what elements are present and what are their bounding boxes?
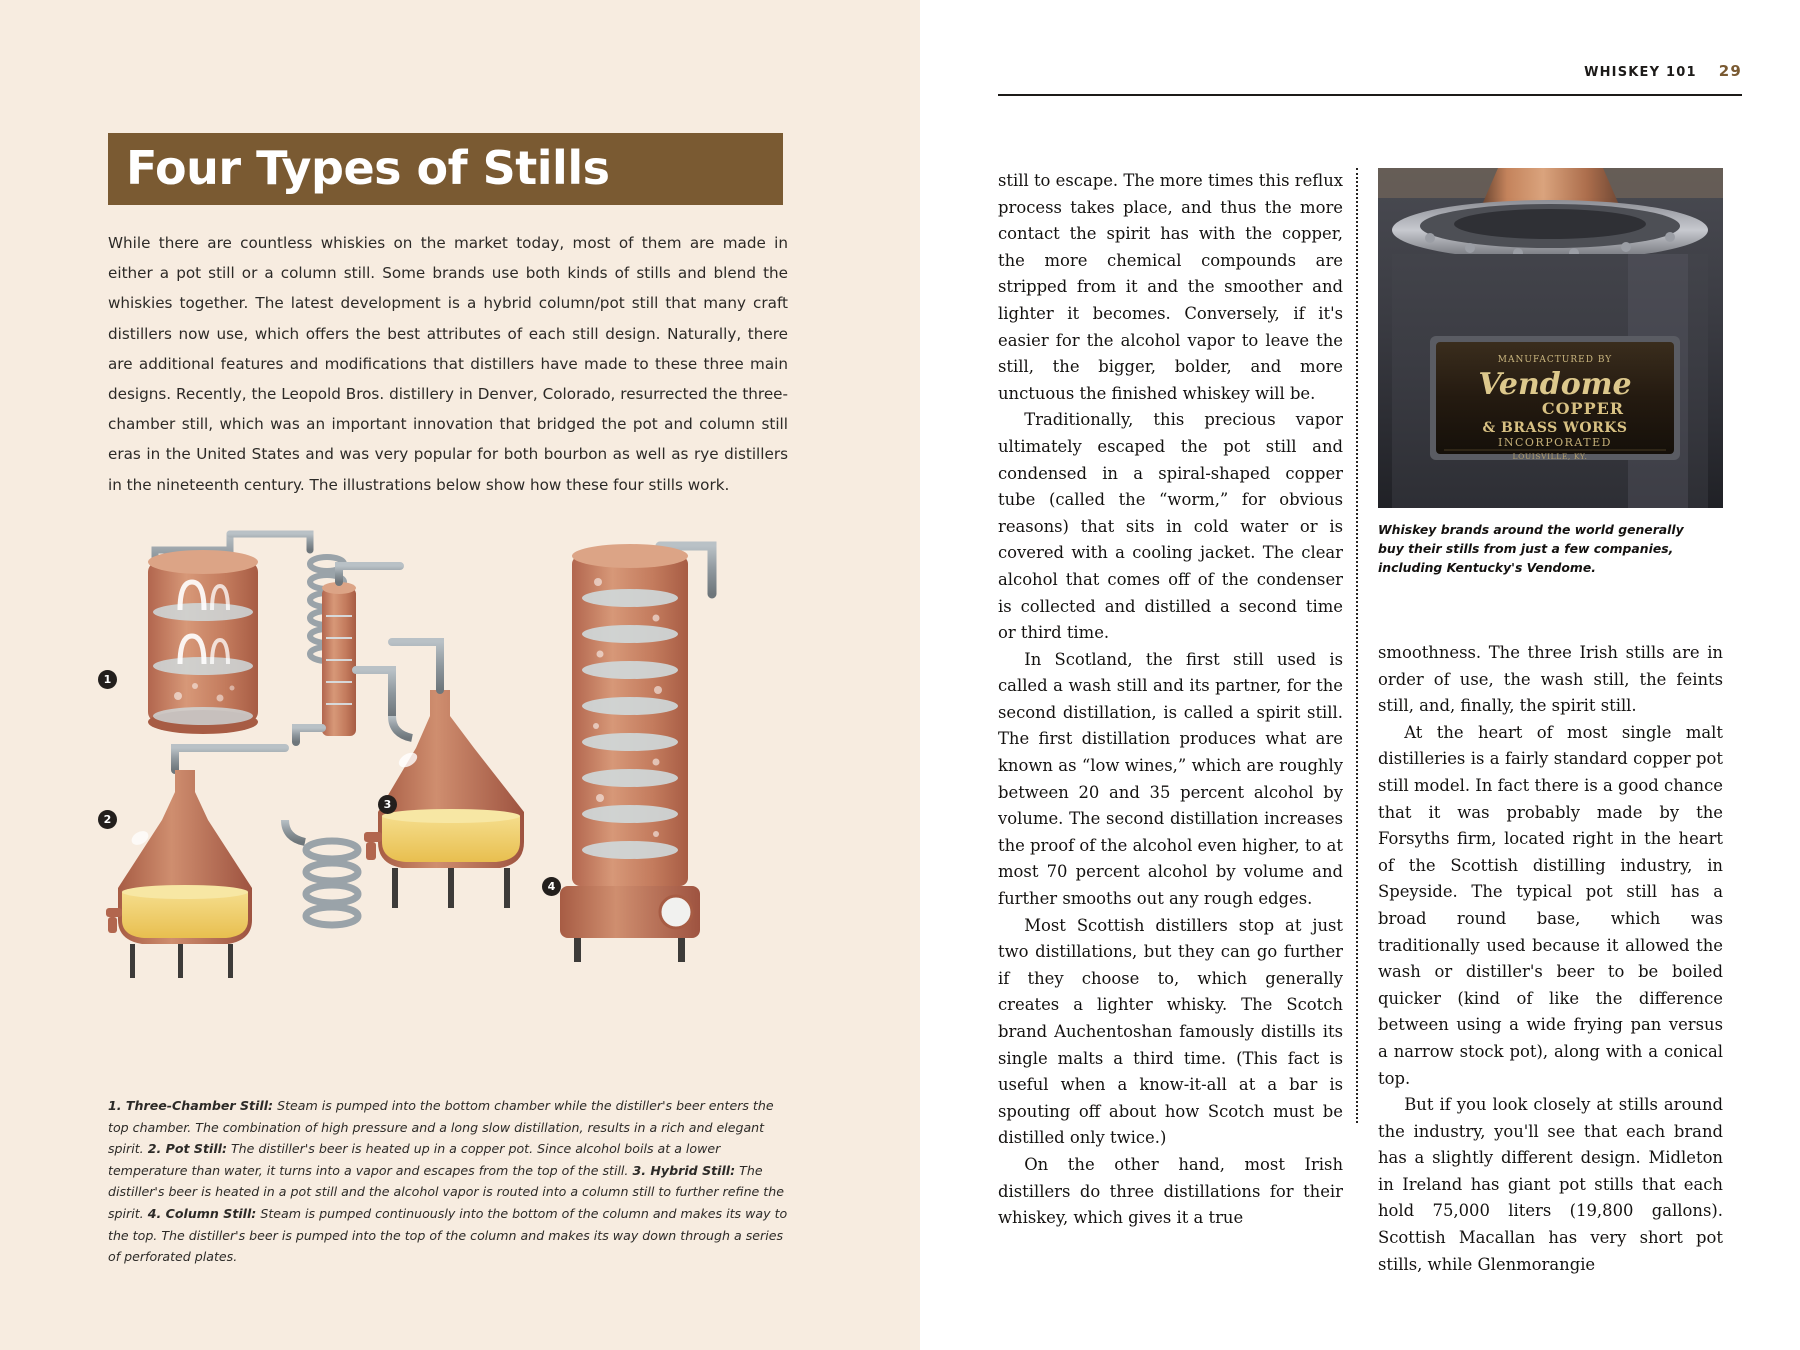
photo-caption: Whiskey brands around the world generally buy their stills from just a few companies, including Kentucky's Vendome. — [1378, 522, 1684, 575]
body-column-right — [1378, 640, 1723, 1278]
photo-block — [1378, 168, 1723, 577]
three-chamber-still — [120, 534, 344, 734]
svg-text:COPPER: COPPER — [1541, 399, 1625, 418]
photo-graphic — [1378, 168, 1723, 508]
caption-text-1: Steam is pumped into the bottom chamber while the distiller's beer enters the top chamber. The combination of high pressure and a long slow distillation, results in a rich and elegant spirit. — [108, 1098, 774, 1157]
figure-caption — [108, 1095, 788, 1268]
paragraph: Traditionally, this precious vapor ultimately escaped the pot still and condensed in a spiral-shaped copper tube (called the “worm,” for obvious reasons) that sits in cold water or is covered with a cooling jacket. The clear alcohol that comes off of the condenser is collected and distilled a second time or third time. — [998, 410, 1343, 643]
column-still — [534, 544, 752, 962]
still-photograph — [1378, 168, 1723, 508]
callout-1: 1 — [98, 670, 117, 689]
callout-4: 4 — [542, 877, 561, 896]
body-column-left — [998, 168, 1343, 1232]
paragraph: But if you look closely at stills around the industry, you'll see that each brand has a slightly different design. Midleton in Ireland has giant pot stills that each hold 75,000 liters (19,800 gallons). Scottish Macallan has very short pot stills, while Glenmorangie — [1378, 1095, 1723, 1274]
paragraph: On the other hand, most Irish distillers do three distillations for their whiskey, which gives it a true — [998, 1154, 1343, 1228]
running-head — [1584, 62, 1742, 80]
svg-text:& BRASS WORKS: & BRASS WORKS — [1482, 420, 1628, 436]
paragraph: In Scotland, the first still used is called a wash still and its partner, for the second distillation, is called a spirit still. The first distillation produces what are known as “low wines,” which are roughly between 20 and 35 percent alcohol by volume. The second distillation increases the proof of the alcohol even higher, to at most 70 percent alcohol by volume and further smooths out any rough edges. — [998, 649, 1343, 909]
page-number: 29 — [1718, 62, 1742, 80]
column-divider — [1356, 168, 1358, 1123]
page-title: Four Types of Stills — [126, 141, 610, 195]
callout-2: 2 — [98, 810, 117, 829]
stills-diagram-svg — [100, 520, 800, 1080]
caption-label-1: 1. Three-Chamber Still: — [108, 1098, 274, 1113]
section-title-bar — [108, 133, 783, 205]
caption-text-2: The distiller's beer is heated up in a copper pot. Since alcohol boils at a lower temperature than water, it turns into a vapor and escapes from the top of the still. — [108, 1141, 721, 1178]
caption-text-4: Steam is pumped continuously into the bottom of the column and makes its way to the top. The distiller's beer is pumped into the top of the column and makes its way down through a series of perforated plates. — [108, 1205, 788, 1265]
caption-label-2: 2. Pot Still: — [147, 1141, 227, 1157]
svg-text:Vendome: Vendome — [1478, 367, 1632, 402]
paragraph: At the heart of most single malt distilleries is a fairly standard copper pot still model. In fact there is a good chance that it was probably made by the Forsyths firm, located right in the heart of the Scottish distilling industry, in Speyside. The typical pot still has a broad round base, which was traditionally used because it allowed the wash or distiller's beer to be boiled quicker (kind of like the difference between using a wide frying pan versus a narrow stock pot), along with a conical top. — [1378, 722, 1723, 1088]
intro-paragraph: While there are countless whiskies on the market today, most of them are made in either a pot still or a column still. Some brands use both kinds of stills and blend the whiskies together. The latest development is a hybrid column/pot still that many craft distillers now use, which offers the best attributes of each still design. Naturally, there are additional features and modifications that distillers have made to these three main designs. Recently, the Leopold Bros. distillery in Denver, Colorado, resurrected the three-chamber still, which was an important innovation that bridged the pot and column still eras in the United States and was very popular for both bourbon as well as rye distillers in the nineteenth century. The illustrations below show how these four stills work. — [108, 234, 788, 494]
svg-text:MANUFACTURED BY: MANUFACTURED BY — [1497, 355, 1613, 365]
caption-text-3: The distiller's beer is heated in a pot still and the alcohol vapor is routed into a column still to further refine the spirit. — [108, 1162, 784, 1221]
paragraph: smoothness. The three Irish stills are in order of use, the wash still, the feints still, and, finally, the spirit still. — [1378, 643, 1723, 716]
caption-label-3: 3. Hybrid Still: — [632, 1162, 736, 1178]
stills-illustration — [100, 520, 800, 1080]
svg-text:INCORPORATED: INCORPORATED — [1498, 436, 1612, 449]
pot-still — [106, 748, 358, 978]
running-head-text: WHISKEY 101 — [1584, 65, 1697, 80]
caption-label-4: 4. Column Still: — [147, 1205, 257, 1221]
paragraph: Most Scottish distillers stop at just two distillations, but they can go further if they choose to, which generally creates a lighter whisky. The Scotch brand Auchentoshan famously distills its single malts a third time. (This fact is useful when a know-it-all at a bar is spouting off about how Scotch must be distilled only twice.) — [998, 915, 1343, 1148]
callout-3: 3 — [378, 795, 397, 814]
svg-text:LOUISVILLE, KY.: LOUISVILLE, KY. — [1512, 452, 1588, 461]
right-page — [920, 0, 1800, 1350]
paragraph: still to escape. The more times this reflux process takes place, and thus the more contact the spirit has with the copper, the more chemical compounds are stripped from it and the smoother and lighter it becomes. Conversely, if it's easier for the alcohol vapor to leave the still, the bigger, bolder, and more unctuous the finished whiskey will be. — [998, 171, 1343, 403]
header-rule — [998, 94, 1742, 96]
